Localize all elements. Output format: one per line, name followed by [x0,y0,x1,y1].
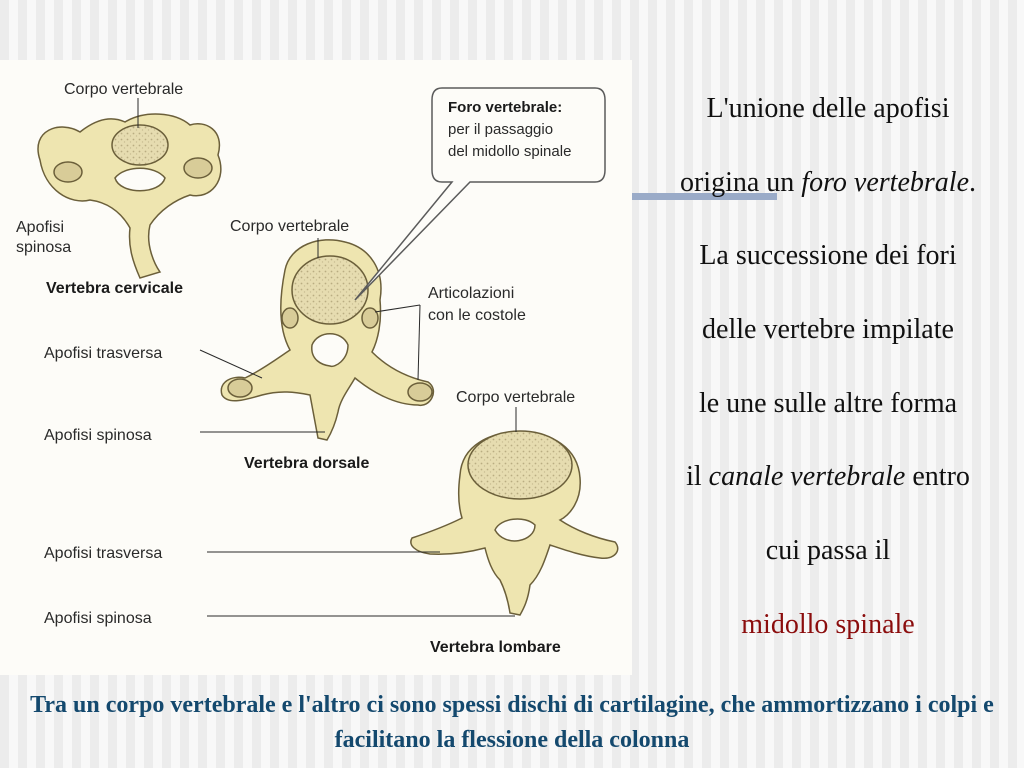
dorsal-articolazioni-label-2: con le costole [428,307,526,324]
cervical-name: Vertebra cervicale [46,280,183,297]
text-line-5: le une sulle altre forma [698,387,958,419]
lumbar-corpo-label: Corpo vertebrale [456,389,576,406]
dorsal-spinosa-label: Apofisi spinosa [44,427,152,444]
dorsal-trasversa-label: Apofisi trasversa [44,345,163,362]
bubble-line-2: del midollo spinale [448,143,572,160]
cervical-apofisi-label-2: spinosa [16,239,72,256]
text-line-7: cui passa il [765,535,891,567]
midollo-spinale-highlight: midollo spinale [741,608,915,640]
text-line-2-post: . [969,166,976,198]
lumbar-trasversa-label: Apofisi trasversa [44,545,163,562]
foro-vertebrale-term: foro vertebrale [801,166,969,198]
lumbar-vertebra [411,431,618,615]
cervical-corpo-label: Corpo vertebrale [64,81,184,98]
text-line-1: L'unione delle apofisi [706,93,950,124]
dorsal-name: Vertebra dorsale [244,455,370,472]
dorsal-articolazioni-label-1: Articolazioni [428,285,515,302]
vertebrae-illustration [0,60,632,675]
bubble-line-1: per il passaggio [448,121,554,138]
dorsal-vertebra [221,240,433,440]
lumbar-name: Vertebra lombare [430,639,561,656]
explanation-text [636,72,1020,662]
text-line-4: delle vertebre impilate [702,314,954,346]
text-line-2-pre: origina un [679,166,802,198]
text-line-2 [636,146,1020,220]
vertebrae-figure [0,60,632,675]
slide-caption: Tra un corpo vertebrale e l'altro ci sono spessi dischi di cartilagine, che ammortizzano i colpi e facilitano la flessione della colonna [30,692,994,753]
text-line-6-post: entro [905,461,970,493]
lumbar-spinosa-label: Apofisi spinosa [44,610,152,627]
text-line-6 [636,440,1020,514]
text-line-3: La successione dei fori [699,240,957,272]
foro-vertebrale-callout [355,88,605,300]
text-line-6-pre: il [686,461,709,493]
canale-vertebrale-term: canale vertebrale [708,461,906,493]
bubble-title: Foro vertebrale: [448,99,563,116]
dorsal-corpo-label: Corpo vertebrale [230,218,350,235]
cervical-apofisi-label-1: Apofisi [16,219,65,236]
